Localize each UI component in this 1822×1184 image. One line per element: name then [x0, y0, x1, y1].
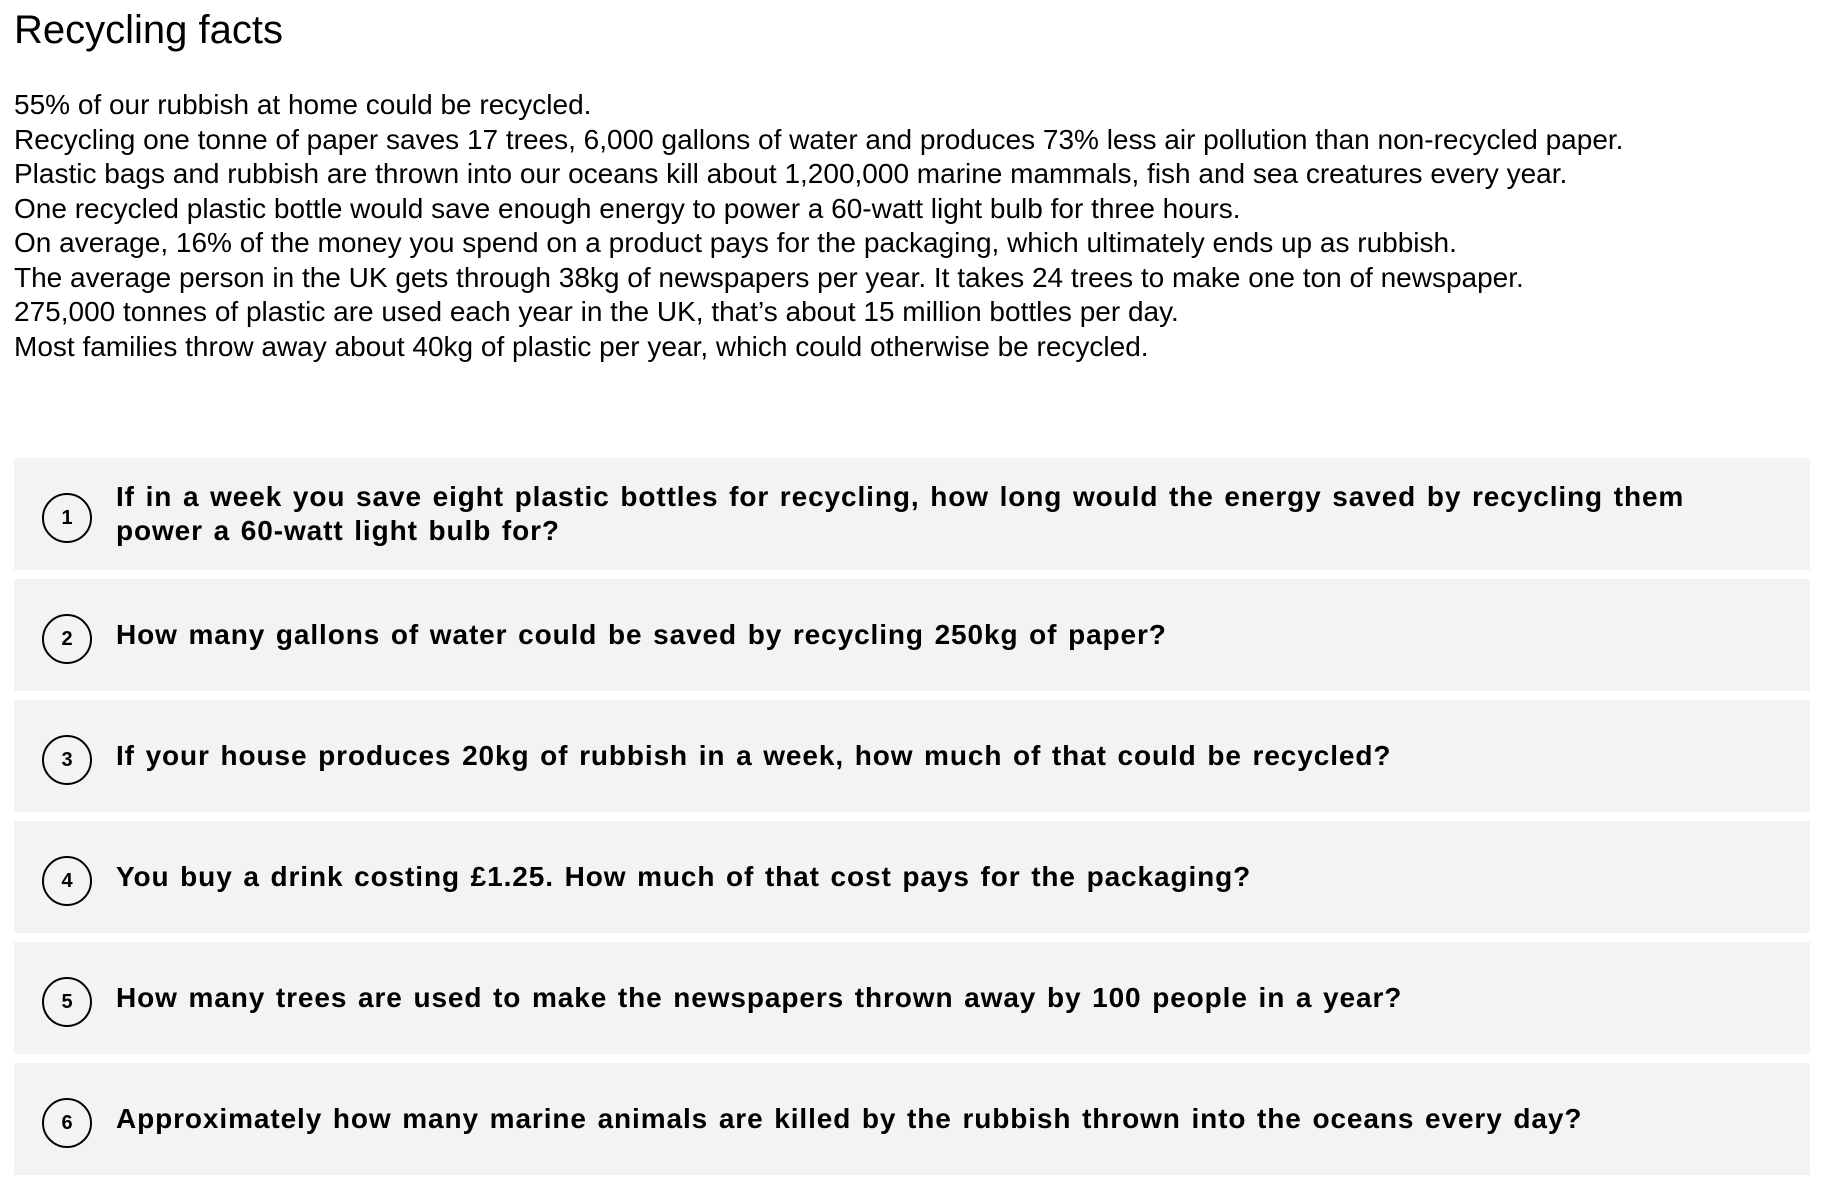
fact-item: Most families throw away about 40kg of plastic per year, which could otherwise be recycled. — [14, 330, 1149, 362]
page-title: Recycling facts — [14, 8, 283, 52]
question-text: If your house produces 20kg of rubbish in a week, how much of that could be recycled? — [116, 740, 1392, 771]
question-card-6 — [14, 1063, 1810, 1175]
fact-item: One recycled plastic bottle would save enough energy to power a 60-watt light bulb for three hours. — [14, 192, 1241, 224]
fact-item: On average, 16% of the money you spend on a product pays for the packaging, which ultimately ends up as rubbish. — [14, 227, 1457, 258]
question-card-5 — [14, 942, 1810, 1054]
question-number-badge: 4 — [42, 856, 92, 906]
question-text: How many trees are used to make the newspapers thrown away by 100 people in a year? — [116, 982, 1403, 1013]
question-text: If in a week you save eight plastic bottles for recycling, how long would the energy saved by recycling them power a 60-watt light bulb for? — [116, 481, 1685, 546]
question-text: You buy a drink costing £1.25. How much of that cost pays for the packaging? — [116, 861, 1252, 892]
question-text: How many gallons of water could be saved by recycling 250kg of paper? — [116, 619, 1167, 650]
fact-item: The average person in the UK gets through 38kg of newspapers per year. It takes 24 trees to make one ton of newspaper. — [14, 261, 1524, 293]
question-number-badge: 1 — [42, 493, 92, 543]
fact-item: 275,000 tonnes of plastic are used each year in the UK, that’s about 15 million bottles per day. — [14, 296, 1179, 327]
question-number-badge: 2 — [42, 614, 92, 664]
question-card-4 — [14, 821, 1810, 933]
question-card-2 — [14, 579, 1810, 691]
question-card-1 — [14, 458, 1810, 570]
question-text: Approximately how many marine animals are killed by the rubbish thrown into the oceans every day? — [116, 1103, 1583, 1134]
question-number-badge: 3 — [42, 735, 92, 785]
fact-item: Recycling one tonne of paper saves 17 trees, 6,000 gallons of water and produces 73% less air pollution than non-recycled paper. — [14, 123, 1624, 155]
question-number-badge: 6 — [42, 1098, 92, 1148]
facts-list — [14, 88, 1623, 364]
question-card-3 — [14, 700, 1810, 812]
question-number-badge: 5 — [42, 977, 92, 1027]
fact-item: 55% of our rubbish at home could be recycled. — [14, 89, 592, 120]
fact-item: Plastic bags and rubbish are thrown into our oceans kill about 1,200,000 marine mammals, fish and sea creatures every year. — [14, 158, 1568, 189]
questions-list — [14, 458, 1810, 1184]
